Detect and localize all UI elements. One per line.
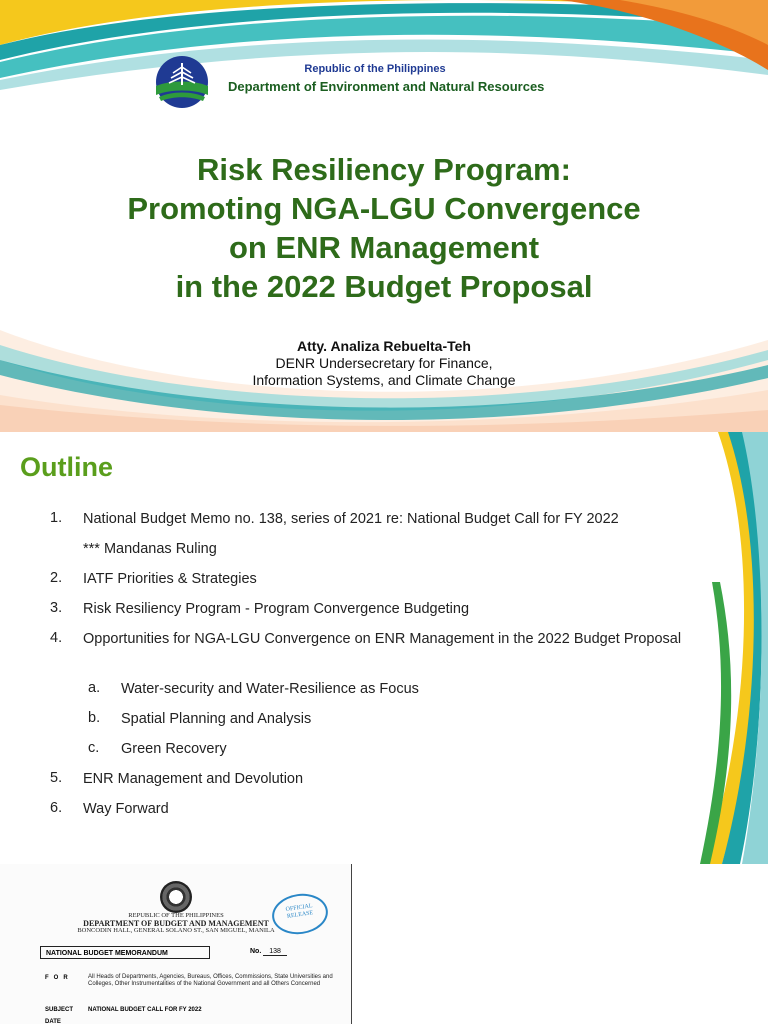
title-slide — [0, 0, 768, 432]
item-number: 4. — [50, 630, 63, 646]
title-line: in the 2022 Budget Proposal — [175, 269, 593, 304]
title-line: Promoting NGA-LGU Convergence — [127, 191, 641, 226]
denr-logo — [155, 55, 209, 109]
dbm-address: BONCODIN HALL, GENERAL SOLANO ST., SAN MIGUEL, MANILA — [77, 927, 275, 934]
presentation-title — [0, 150, 768, 306]
title-line: on ENR Management — [228, 230, 540, 265]
memo-type-box: NATIONAL BUDGET MEMORANDUM — [40, 946, 210, 959]
item-text: Water-security and Water-Resilience as Focus — [121, 681, 419, 697]
item-number: 6. — [50, 800, 63, 816]
author-role-line: Information Systems, and Climate Change — [252, 372, 516, 388]
stamp-line: RELEASE — [286, 910, 314, 920]
item-text: Opportunities for NGA-LGU Convergence on ENR Management in the 2022 Budget Proposal — [83, 631, 682, 647]
item-number: 3. — [50, 600, 63, 616]
item-text: Way Forward — [83, 801, 169, 817]
dbm-seal-icon — [160, 881, 192, 913]
slide-divider — [351, 864, 352, 1024]
title-line: Risk Resiliency Program: — [197, 152, 571, 187]
dbm-department: DEPARTMENT OF BUDGET AND MANAGEMENT — [83, 918, 269, 928]
department-header — [155, 55, 575, 115]
author-role-line: DENR Undersecretary for Finance, — [275, 355, 493, 371]
item-number: b. — [88, 710, 101, 726]
item-text: National Budget Memo no. 138, series of 2021 re: National Budget Call for FY 2022 — [83, 511, 619, 527]
dbm-republic: REPUBLIC OF THE PHILIPPINES — [128, 912, 224, 919]
memo-slide — [0, 864, 768, 1024]
author-block — [0, 338, 768, 389]
item-text: *** Mandanas Ruling — [83, 541, 217, 557]
for-label: FOR — [45, 975, 73, 981]
republic-label: Republic of the Philippines — [304, 63, 446, 75]
memo-number-label: No. — [250, 948, 262, 955]
stamp-line: OFFICIAL — [285, 903, 313, 913]
subject-text: NATIONAL BUDGET CALL FOR FY 2022 — [88, 1007, 202, 1013]
item-number: 1. — [50, 510, 63, 526]
item-number: 5. — [50, 770, 63, 786]
outline-slide — [0, 432, 768, 864]
item-number: a. — [88, 680, 101, 696]
department-name: Department of Environment and Natural Resources — [228, 79, 545, 94]
outline-heading: Outline — [20, 452, 113, 482]
item-text: ENR Management and Devolution — [83, 771, 304, 787]
memo-number — [250, 948, 287, 955]
subject-label: SUBJECT — [45, 1007, 74, 1013]
author-name: Atty. Analiza Rebuelta-Teh — [297, 338, 471, 354]
item-text: IATF Priorities & Strategies — [83, 571, 257, 587]
memo-document-image — [0, 864, 352, 1024]
date-label: DATE — [45, 1019, 61, 1024]
item-text: Risk Resiliency Program - Program Convergence Budgeting — [83, 601, 470, 617]
for-text: All Heads of Departments, Agencies, Bureaus, Offices, Commissions, State Universities and Colleges, Other Instrumentalities of the National Government and all Others Concerned — [88, 974, 333, 987]
item-number: 2. — [50, 570, 63, 586]
item-text: Green Recovery — [121, 741, 227, 757]
item-number: c. — [88, 740, 100, 756]
item-text: Spatial Planning and Analysis — [121, 711, 312, 727]
memo-number-value: 138 — [263, 948, 287, 956]
